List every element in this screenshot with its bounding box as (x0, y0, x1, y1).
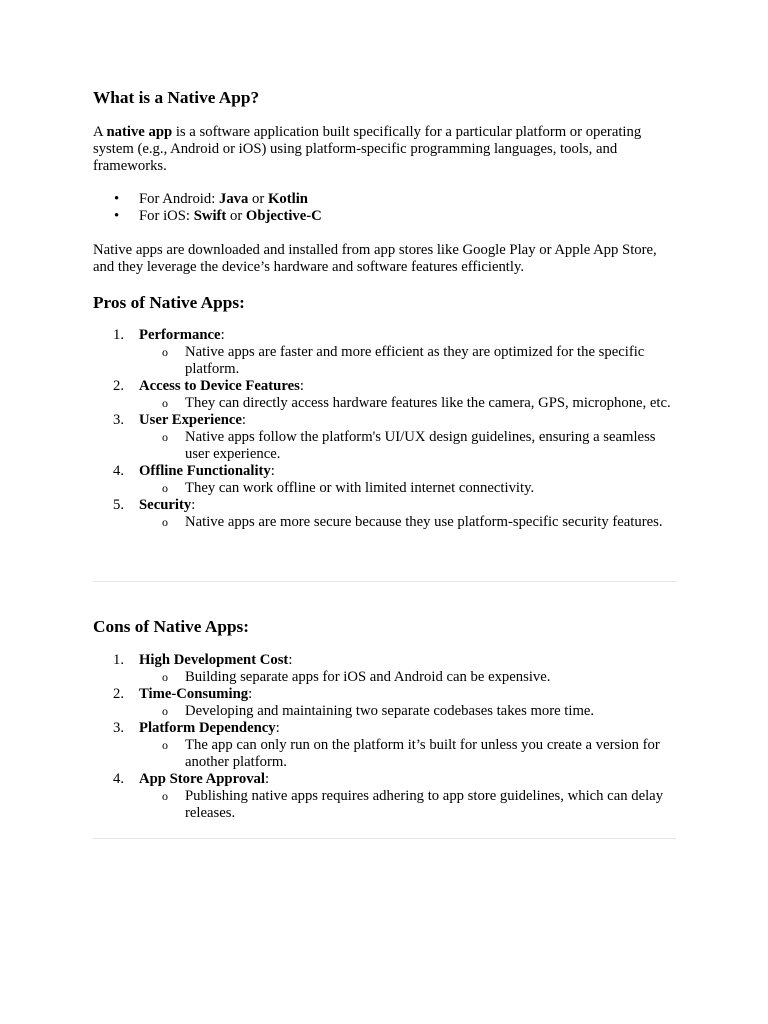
circle-bullet-icon: o (162, 396, 168, 410)
item-colon: : (241, 412, 247, 428)
item-number: 3. (113, 412, 125, 428)
pros-list (93, 327, 676, 531)
item-number: 4. (113, 463, 125, 479)
item-number: 2. (113, 378, 125, 394)
item-detail: They can work offline or with limited internet connectivity. (185, 480, 535, 496)
bullet-mid: or (248, 191, 268, 207)
item-colon: : (299, 378, 304, 394)
circle-bullet-icon: o (162, 345, 168, 359)
sub-item (139, 429, 676, 463)
intro-paragraph (93, 124, 676, 175)
sub-item (139, 669, 676, 686)
section-divider (93, 838, 676, 839)
list-item (93, 327, 676, 378)
list-item (93, 652, 676, 686)
circle-bullet-icon: o (162, 430, 168, 444)
section-heading-pros: Pros of Native Apps: (93, 293, 245, 312)
section-heading-cons: Cons of Native Apps: (93, 617, 250, 636)
sub-item (139, 395, 676, 412)
item-detail: Publishing native apps requires adhering to app store guidelines, which can delay releases. (185, 788, 664, 821)
item-detail: Native apps are more secure because they use platform-specific security features. (185, 514, 663, 530)
circle-bullet-icon: o (162, 704, 168, 718)
circle-bullet-icon: o (162, 481, 168, 495)
list-item (93, 378, 676, 412)
item-colon: : (288, 652, 293, 668)
sub-item (139, 344, 676, 378)
bullet-mid: or (226, 208, 246, 224)
outro-paragraph: Native apps are downloaded and installed from app stores like Google Play or Apple App Store, and they leverage the device’s hardware and software features efficiently. (93, 242, 657, 275)
item-colon: : (191, 497, 196, 513)
item-colon: : (275, 720, 280, 736)
item-detail: Building separate apps for iOS and Android can be expensive. (185, 669, 551, 685)
sub-item (139, 788, 676, 822)
sub-item (139, 480, 676, 497)
circle-bullet-icon: o (162, 738, 168, 752)
intro-rest: is a software application built specifically for a particular platform or operating system (e.g., Android or iOS) using platform-specific programming languages, tools, and frameworks. (93, 124, 642, 174)
list-item (93, 208, 676, 225)
list-item (93, 771, 676, 822)
sub-item (139, 514, 676, 531)
item-title: Offline Functionality (139, 463, 271, 479)
intro-bold-term: native app (106, 124, 173, 140)
list-item (93, 497, 676, 531)
sub-item (139, 737, 676, 771)
item-number: 1. (113, 327, 125, 343)
item-colon: : (220, 327, 225, 343)
item-title: User Experience (139, 412, 242, 428)
bullet-bold-2: Objective-C (245, 208, 322, 224)
item-title: App Store Approval (139, 771, 265, 787)
item-title: Performance (139, 327, 221, 343)
intro-prefix: A (93, 124, 107, 140)
bullet-icon: • (114, 191, 120, 207)
item-title: High Development Cost (139, 652, 289, 668)
list-item (93, 191, 676, 208)
item-title: Security (139, 497, 192, 513)
section-divider (93, 581, 676, 582)
item-detail: Native apps are faster and more efficient as they are optimized for the specific platform. (185, 344, 645, 377)
item-number: 5. (113, 497, 125, 513)
item-title: Access to Device Features (139, 378, 300, 394)
list-item (93, 412, 676, 463)
item-number: 2. (113, 686, 125, 702)
item-title: Time-Consuming (139, 686, 249, 702)
item-number: 3. (113, 720, 125, 736)
cons-list (93, 652, 676, 822)
item-title: Platform Dependency (139, 720, 276, 736)
item-colon: : (248, 686, 253, 702)
bullet-bold-1: Swift (193, 208, 227, 224)
item-detail: They can directly access hardware features like the camera, GPS, microphone, etc. (185, 395, 671, 411)
bullet-bold-1: Java (218, 191, 249, 207)
platform-language-list (93, 191, 676, 225)
list-item (93, 720, 676, 771)
list-item (93, 463, 676, 497)
item-colon: : (264, 771, 270, 787)
bullet-prefix: For Android: (139, 191, 219, 207)
section-heading-what-is: What is a Native App? (93, 88, 260, 107)
item-detail: The app can only run on the platform it’s built for unless you create a version for another platform. (185, 737, 660, 770)
item-detail: Native apps follow the platform's UI/UX design guidelines, ensuring a seamless user experience. (185, 429, 656, 462)
sub-item (139, 703, 676, 720)
item-detail: Developing and maintaining two separate codebases takes more time. (185, 703, 595, 719)
circle-bullet-icon: o (162, 670, 168, 684)
bullet-icon: • (114, 208, 120, 224)
item-colon: : (270, 463, 275, 479)
bullet-bold-2: Kotlin (267, 191, 308, 207)
bullet-prefix: For iOS: (139, 208, 194, 224)
circle-bullet-icon: o (162, 789, 168, 803)
circle-bullet-icon: o (162, 515, 168, 529)
item-number: 1. (113, 652, 125, 668)
list-item (93, 686, 676, 720)
item-number: 4. (113, 771, 125, 787)
